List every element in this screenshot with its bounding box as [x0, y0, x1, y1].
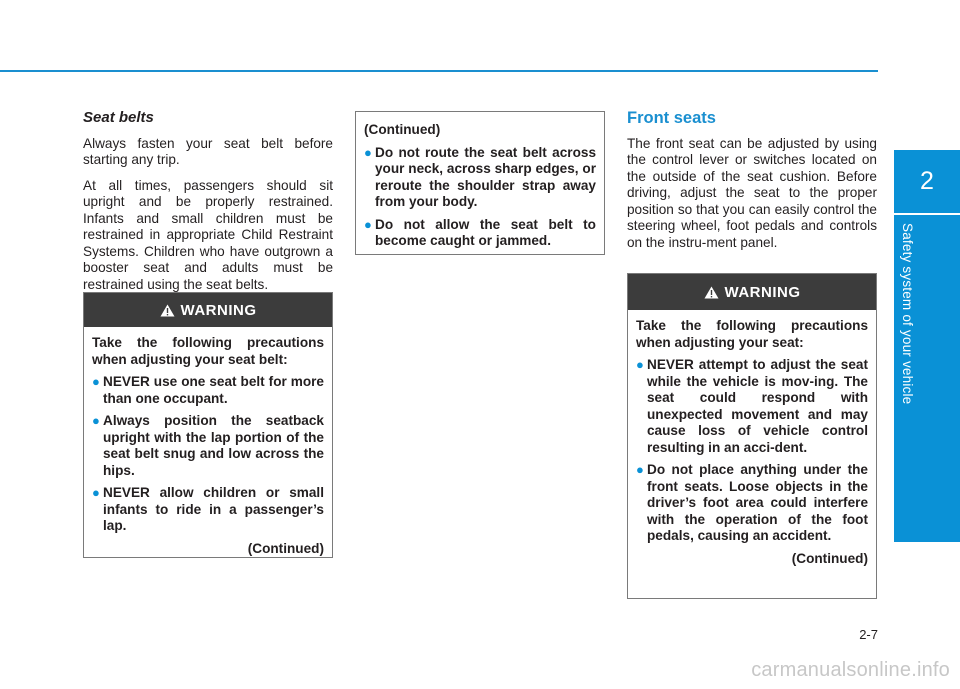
warning-header-label: WARNING — [724, 283, 801, 301]
warning-item: ● Do not allow the seat belt to become caught or jammed. — [364, 216, 596, 248]
warning-body — [84, 327, 332, 565]
front-seats-paragraph: The front seat can be adjusted by using the control lever or switches located on the outside of the seat cushion. Before driving, adjust the seat to the proper position so that you can easily control the steering wheel, foot pedals and controls on the instru-ment panel. — [627, 135, 877, 250]
warning-item: ● Always position the seatback upright with the lap portion of the seat belt snug and low across the hips. — [92, 413, 324, 478]
seat-belts-paragraph-2: At all times, passengers should sit upright and be properly restrained. Infants and small children must be restrained in appropriate Child Restraint Systems. Children who have outgrown a booster seat and adults must be restrained using the seat belts. — [83, 177, 333, 292]
front-seat-warning-box — [627, 273, 877, 599]
chapter-title-box — [900, 223, 928, 533]
warning-list — [636, 357, 868, 545]
continued-intro: (Continued) — [364, 122, 441, 137]
bullet-icon: ● — [364, 216, 372, 232]
warning-item: ● NEVER use one seat belt for more than one occupant. — [92, 374, 324, 406]
bullet-icon: ● — [92, 374, 100, 389]
front-seats-heading: Front seats — [627, 109, 716, 127]
continued-label: (Continued) — [247, 540, 324, 556]
warning-body — [356, 112, 604, 264]
seat-belts-paragraph-1: Always fasten your seat belt before starting any trip. — [83, 135, 333, 167]
warning-item: ● Do not route the seat belt across your neck, across sharp edges, or reroute the shoulder strap away from your body. — [364, 144, 596, 209]
warning-header — [84, 293, 332, 327]
chapter-divider — [894, 213, 960, 215]
bullet-icon: ● — [92, 485, 100, 500]
top-rule — [0, 70, 878, 72]
warning-list — [364, 145, 596, 250]
warning-item: ● Do not place anything under the front seats. Loose objects in the driver’s foot area could interfere with the operation of the foot pedals, causing an accident. — [636, 462, 868, 543]
warning-item: ● NEVER allow children or small infants to ride in a passenger’s lap. — [92, 485, 324, 533]
warning-intro: Take the following precautions when adjusting your seat belt: — [92, 335, 324, 367]
bullet-icon: ● — [636, 462, 644, 477]
warning-triangle-icon — [160, 304, 175, 317]
bullet-icon: ● — [636, 357, 644, 372]
warning-list — [92, 374, 324, 535]
continued-label: (Continued) — [791, 550, 868, 566]
warning-intro: Take the following precautions when adjusting your seat: — [636, 318, 868, 350]
warning-item: ● NEVER attempt to adjust the seat while the vehicle is mov-ing. The seat could respond with unexpected movement and may cause loss of vehicle control resulting in an acci-dent. — [636, 357, 868, 455]
warning-header — [628, 274, 876, 310]
warning-triangle-icon — [704, 286, 719, 299]
chapter-number: 2 — [894, 150, 960, 213]
warning-header-label: WARNING — [180, 301, 257, 319]
bullet-icon: ● — [92, 413, 100, 428]
page-number: 2-7 — [859, 627, 878, 642]
watermark: carmanualsonline.info — [751, 659, 950, 681]
chapter-title: Safety system of your vehicle — [900, 223, 915, 405]
bullet-icon: ● — [364, 144, 372, 160]
front-seats-section — [627, 110, 877, 260]
warning-body — [628, 310, 876, 575]
seat-belt-warning-box — [83, 292, 333, 558]
seat-belts-heading: Seat belts — [83, 109, 154, 126]
seat-belt-warning-continued-box — [355, 111, 605, 255]
seat-belts-section — [83, 110, 333, 302]
